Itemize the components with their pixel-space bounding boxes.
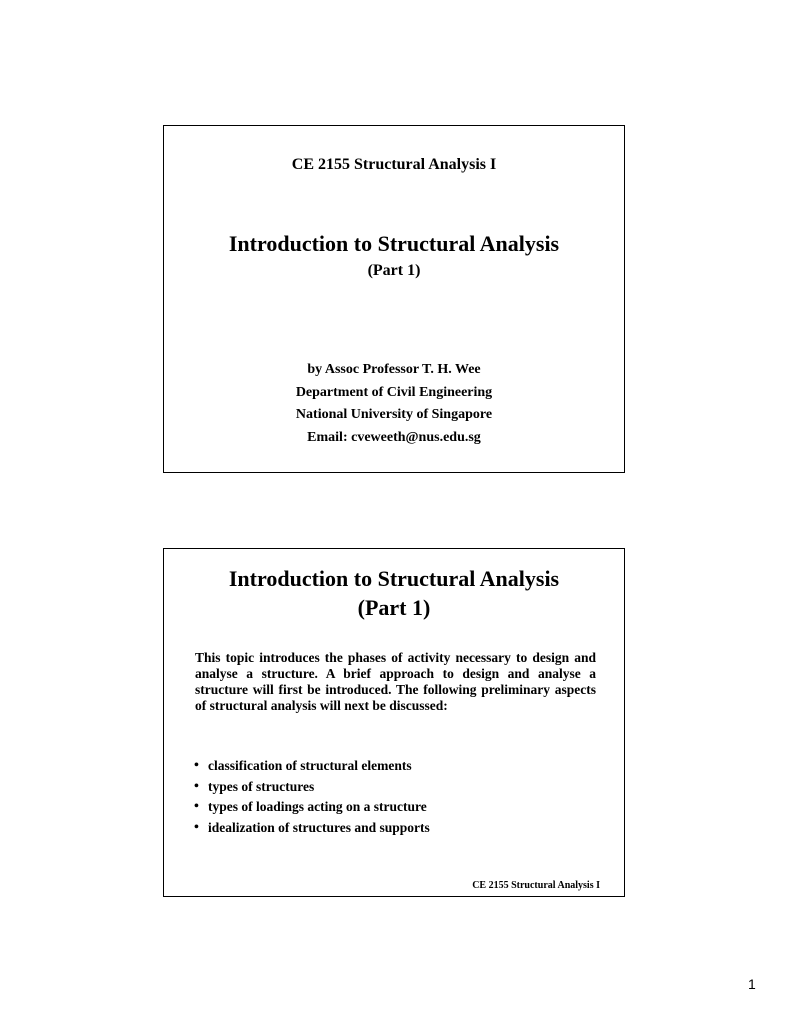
list-item-text: types of loadings acting on a structure (208, 799, 427, 814)
bullet-icon: • (194, 758, 199, 773)
bullet-icon: • (194, 799, 199, 814)
list-item-text: classification of structural elements (208, 758, 412, 773)
page-number: 1 (748, 976, 756, 992)
list-item (194, 756, 430, 777)
course-title: CE 2155 Structural Analysis I (291, 156, 497, 173)
topic-list (194, 756, 430, 838)
email: Email: cveweeth@nus.edu.sg (307, 429, 481, 445)
slide-title: Introduction to Structural Analysis (228, 566, 560, 591)
slide-title: Introduction to Structural Analysis (228, 231, 560, 256)
bullet-icon: • (194, 778, 199, 794)
bullet-icon: • (194, 819, 199, 835)
list-item-text: idealization of structures and supports (208, 819, 430, 835)
list-item (194, 818, 430, 839)
university: National University of Singapore (295, 407, 493, 422)
author-name: by Assoc Professor T. H. Wee (307, 362, 481, 377)
intro-paragraph: This topic introduces the phases of activity necessary to design and analyse a structure. A brief approach to design and analyse a structure will first be introduced. The following preliminary aspects of structural analysis will next be discussed: (195, 650, 596, 713)
slide-subtitle: (Part 1) (367, 262, 421, 279)
slide-2 (163, 548, 625, 897)
list-item (194, 797, 430, 818)
list-item (194, 777, 430, 798)
slide-subtitle: (Part 1) (357, 595, 431, 620)
author-block (164, 359, 624, 449)
department: Department of Civil Engineering (295, 384, 493, 400)
slide-1 (163, 125, 625, 473)
list-item-text: types of structures (208, 778, 315, 794)
slide-footer: CE 2155 Structural Analysis I (472, 880, 600, 891)
